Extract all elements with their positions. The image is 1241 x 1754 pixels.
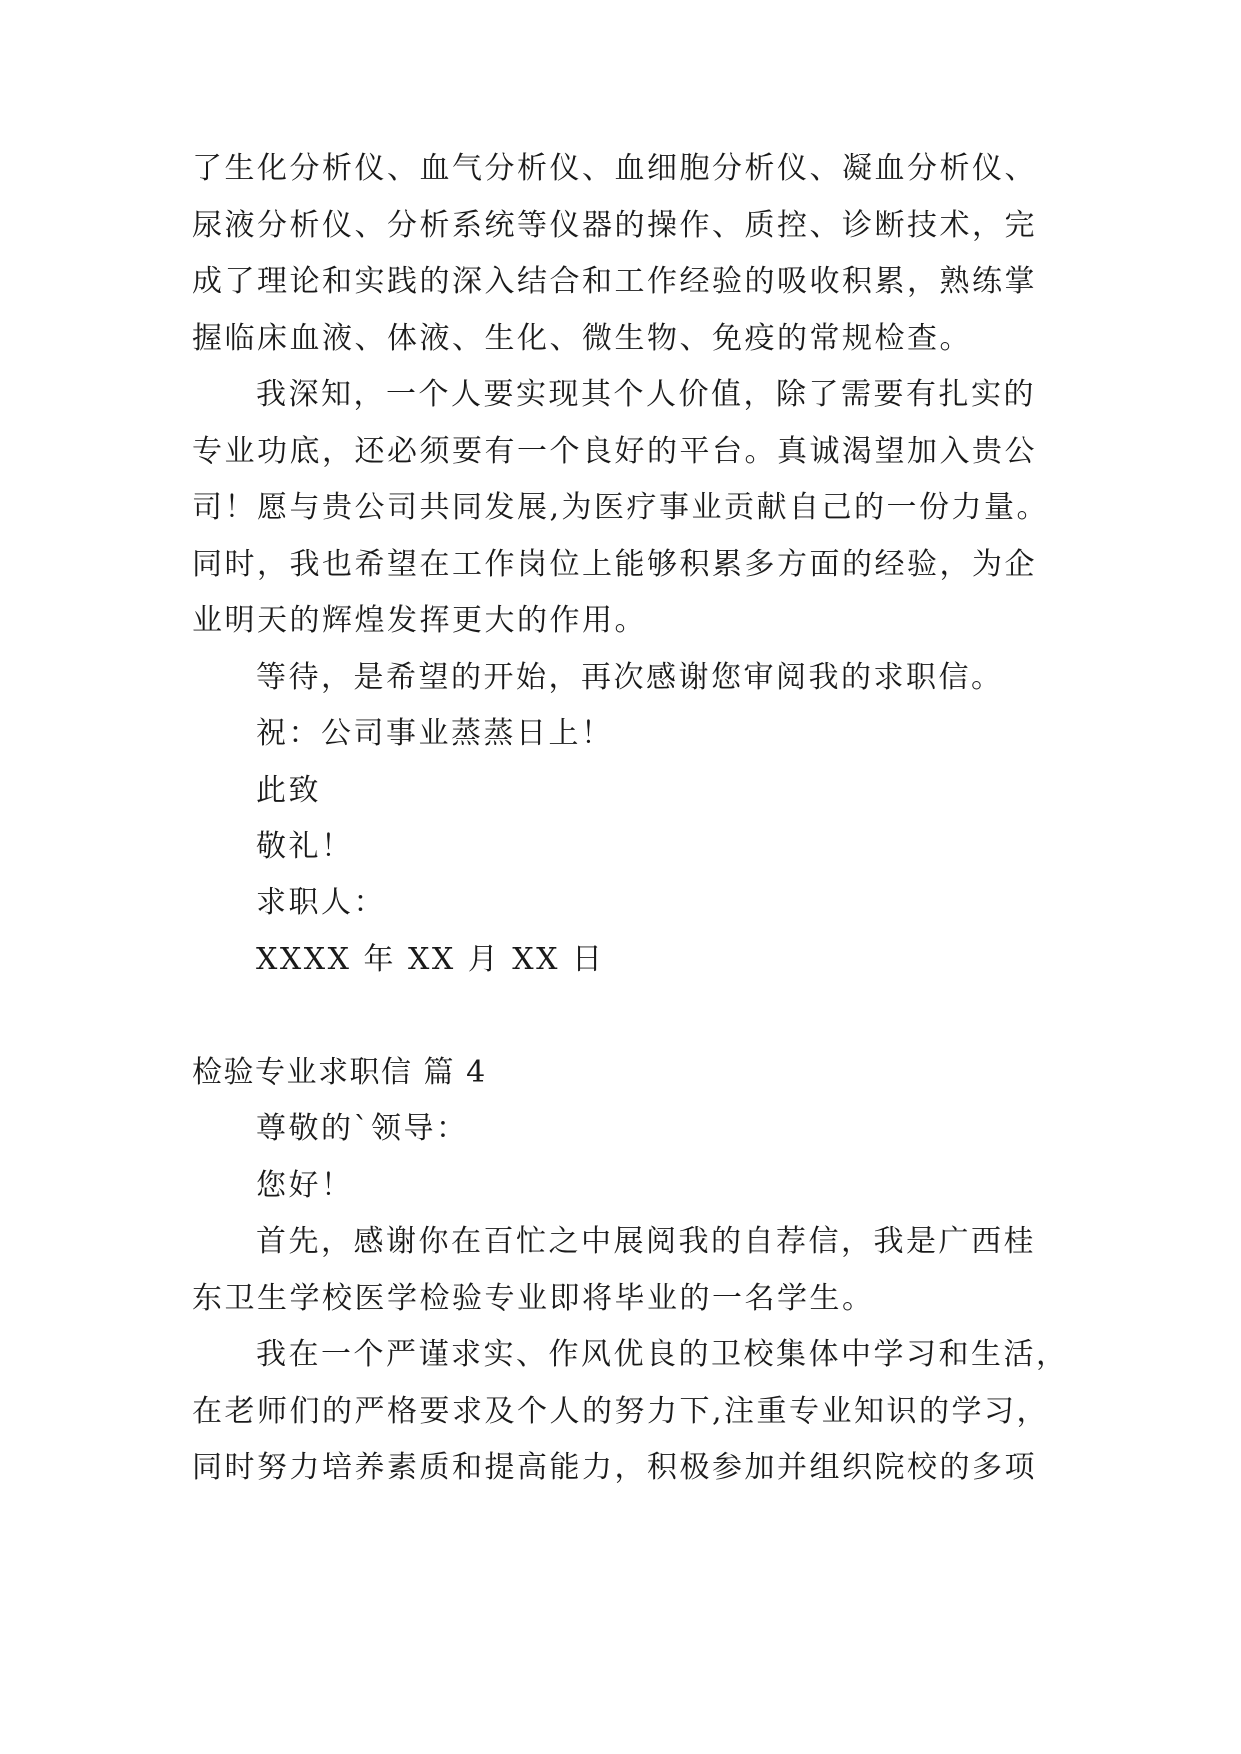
closing-salutation: 此致 <box>256 773 321 808</box>
paragraph-first-line: 首先，感谢你在百忙之中展阅我的自荐信，我是广西桂 <box>256 1224 1036 1259</box>
paragraph-first-line: 等待，是希望的开始，再次感谢您审阅我的求职信。 <box>256 660 1004 695</box>
body-text-line: 司！愿与贵公司共同发展,为医疗事业贡献自己的一份力量。 <box>192 490 1050 525</box>
paragraph-first-line: 我在一个严谨求实、作风优良的卫校集体中学习和生活， <box>256 1337 1069 1372</box>
body-text-line: 东卫生学校医学检验专业即将毕业的一名学生。 <box>192 1281 875 1316</box>
body-text-line: 同时，我也希望在工作岗位上能够积累多方面的经验，为企 <box>192 547 1037 582</box>
section-heading: 检验专业求职信 篇 4 <box>192 1055 487 1090</box>
body-text-line: 在老师们的严格要求及个人的努力下,注重专业知识的学习， <box>192 1394 1050 1429</box>
date-line: XXXX 年 XX 月 XX 日 <box>256 942 605 977</box>
body-text-line: 了生化分析仪、血气分析仪、血细胞分析仪、凝血分析仪、 <box>192 151 1037 186</box>
closing-wish: 祝：公司事业蒸蒸日上！ <box>256 716 614 751</box>
paragraph-first-line: 我深知，一个人要实现其个人价值，除了需要有扎实的 <box>256 377 1036 412</box>
body-text-line: 同时努力培养素质和提高能力，积极参加并组织院校的多项 <box>192 1450 1037 1485</box>
body-text-line: 尿液分析仪、分析系统等仪器的操作、质控、诊断技术，完 <box>192 208 1037 243</box>
greeting-line: 尊敬的`领导： <box>256 1111 469 1146</box>
closing-regards: 敬礼！ <box>256 829 354 864</box>
body-text-line: 成了理论和实践的深入结合和工作经验的吸收积累，熟练掌 <box>192 264 1037 299</box>
greeting-line: 您好！ <box>256 1168 354 1203</box>
body-text-line: 业明天的辉煌发挥更大的作用。 <box>192 603 647 638</box>
signature-label: 求职人： <box>256 885 386 920</box>
body-text-line: 握临床血液、体液、生化、微生物、免疫的常规检查。 <box>192 321 972 356</box>
body-text-line: 专业功底，还必须要有一个良好的平台。真诚渴望加入贵公 <box>192 434 1037 469</box>
